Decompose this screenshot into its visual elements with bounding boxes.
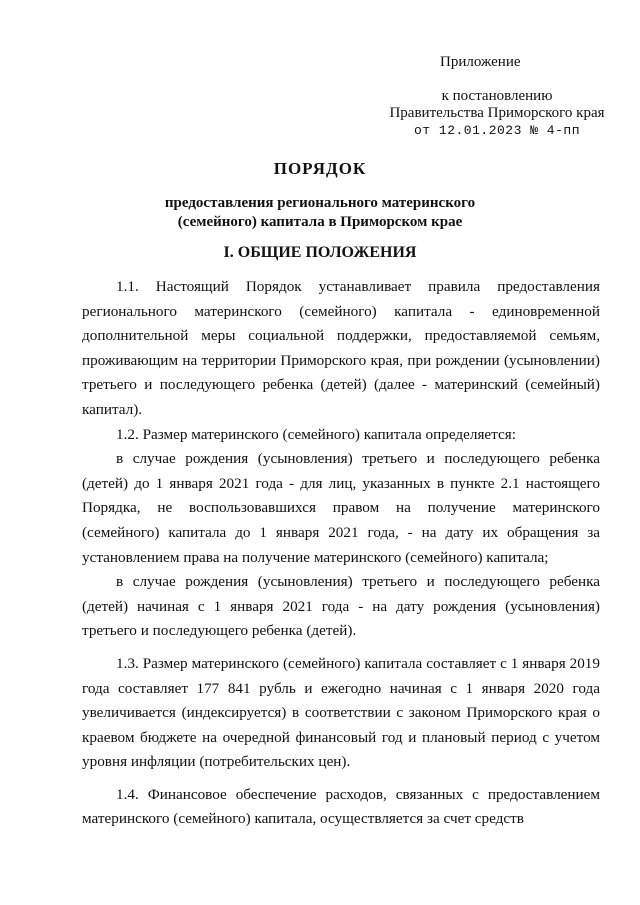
document-subtitle [0, 194, 640, 232]
appendix-label: Приложение [440, 54, 521, 70]
document-title: ПОРЯДОК [273, 159, 367, 178]
paragraph-1-1: 1.1. Настоящий Порядок устанавливает правила предоставления регионального материнского (семейного) капитала - единовременной дополнительной меры социальной поддержки, предоставляемой семьям, проживающим на территории Приморского края, при рождении (усыновлении) третьего и последующего ребенка (детей) (далее - материнский (семейный) капитал). [82, 278, 600, 418]
resolution-ref-line1: к постановлению [441, 88, 553, 104]
paragraph-1-2-b: в случае рождения (усыновления) третьего и последующего ребенка (детей) начиная с 1 января 2021 года - на дату рождения (усыновления) третьего и последующего ребенка (детей). [82, 573, 600, 640]
resolution-ref-number: от 12.01.2023 № 4-пп [413, 123, 581, 138]
paragraph-1-4: 1.4. Финансовое обеспечение расходов, связанных с предоставлением материнского (семейного) капитала, осуществляется за счет средств [82, 785, 600, 828]
subtitle-line1: предоставления регионального материнского [164, 195, 476, 211]
paragraph-1-2: 1.2. Размер материнского (семейного) капитала определяется: [116, 425, 516, 443]
document-body [82, 275, 600, 832]
subtitle-line2: (семейного) капитала в Приморском крае [177, 214, 463, 230]
resolution-ref-line2: Правительства Приморского края [389, 105, 605, 121]
paragraph-1-2-a: в случае рождения (усыновления) третьего и последующего ребенка (детей) до 1 января 2021 года - для лиц, указанных в пункте 2.1 настоящего Порядка, не воспользовавшихся правом на получение материнского (семейного) капитала до 1 января 2021 года, - на дату их обращения за установлением права на получение материнского (семейного) капитала; [82, 450, 600, 566]
paragraph-1-3: 1.3. Размер материнского (семейного) капитала составляет с 1 января 2019 года составляет 177 841 рубль и ежегодно начиная с 1 января 2020 года увеличивается (индексируется) в соответствии с законом Приморского края о краевом бюджете на очередной финансовый год и плановый период с учетом уровня инфляции (потребительских цен). [82, 654, 600, 771]
section-heading: I. ОБЩИЕ ПОЛОЖЕНИЯ [223, 244, 417, 261]
resolution-reference [372, 88, 622, 139]
